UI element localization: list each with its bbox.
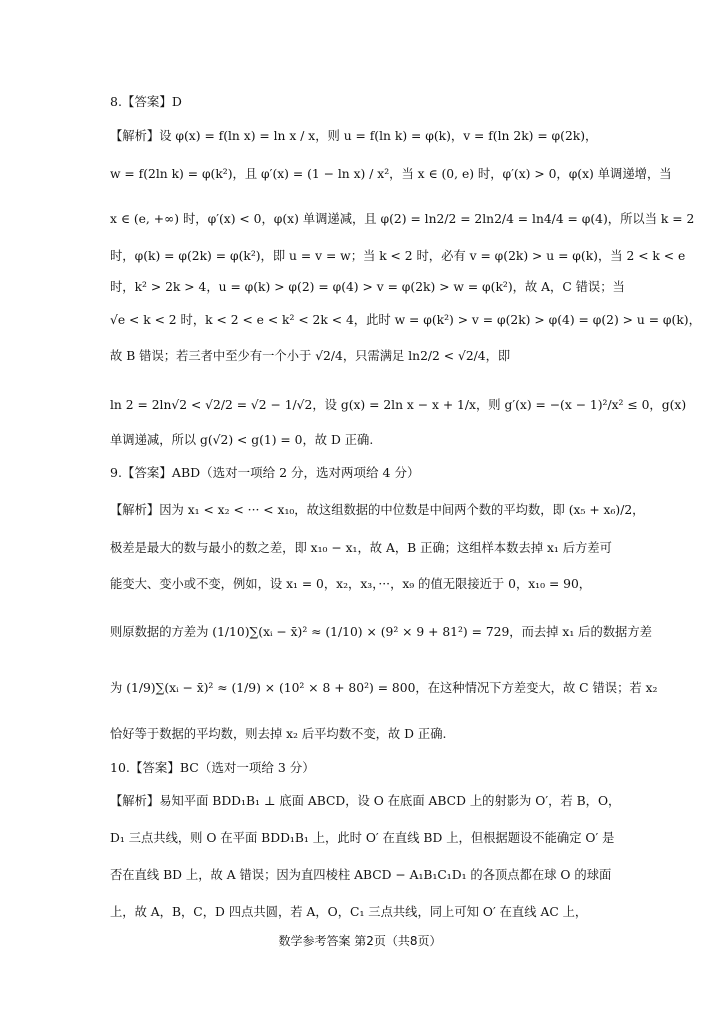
q8-line-7: 故 B 错误；若三者中至少有一个小于 √2/4，只需满足 ln2/2 < √2/4，即 (110, 349, 511, 363)
q10-line-4: 上，故 A，B，C，D 四点共圆，若 A，O，C₁ 三点共线，同上可知 O′ 在直线 AC 上， (110, 905, 588, 919)
q8-line-1: 【解析】设 φ(x) = f(ln x) = ln x / x，则 u = f(ln k) = φ(k)，v = f(ln 2k) = φ(2k)， (110, 129, 598, 143)
q8-line-4: 时，φ(k) = φ(2k) = φ(k²)，即 u = v = w；当 k < 2 时，必有 v = φ(2k) > u = φ(k)，当 2 < k < e (110, 249, 686, 263)
q8-line-9: 单调递减，所以 g(√2) < g(1) = 0，故 D 正确. (110, 433, 374, 447)
q9-line-4: 则原数据的方差为 (1/10)∑(xᵢ − x̄)² ≈ (1/10) × (9² × 9 + 81²) = 729，而去掉 x₁ 后的数据方差 (110, 625, 652, 639)
q8-line-3: x ∈ (e, +∞) 时，φ′(x) < 0，φ(x) 单调递减，且 φ(2) = ln2/2 = 2ln2/4 = ln4/4 = φ(4)，所以当 k = 2 (110, 212, 695, 226)
q10-line-1: 【解析】易知平面 BDD₁B₁ ⊥ 底面 ABCD，设 O 在底面 ABCD 上的射影为 O′，若 B，O， (110, 794, 621, 808)
q8-line-8: ln 2 = 2ln√2 < √2/2 = √2 − 1/√2，设 g(x) = 2ln x − x + 1/x，则 g′(x) = −(x − 1)²/x² ≤ 0，g(x) (110, 398, 687, 412)
q10-line-2: D₁ 三点共线，则 O 在平面 BDD₁B₁ 上，此时 O′ 在直线 BD 上，但根据题设不能确定 O′ 是 (110, 831, 615, 845)
q9-answer: 9.【答案】ABD（选对一项给 2 分，选对两项给 4 分） (110, 465, 420, 480)
q8-line-2: w = f(2ln k) = φ(k²)，且 φ′(x) = (1 − ln x) / x²，当 x ∈ (0, e) 时，φ′(x) > 0，φ(x) 单调递增，当 (110, 167, 672, 181)
q8-line-6: √e < k < 2 时，k < 2 < e < k² < 2k < 4，此时 w = φ(k²) > v = φ(2k) > φ(4) = φ(2) > u = φ(k)， (110, 313, 701, 327)
q8-line-5: 时，k² > 2k > 4，u = φ(k) > φ(2) = φ(4) > v = φ(2k) > w = φ(k²)，故 A，C 错误；当 (110, 280, 625, 294)
q9-line-1: 【解析】因为 x₁ < x₂ < ··· < x₁₀，故这组数据的中位数是中间两个数的平均数，即 (x₅ + x₆)/2， (110, 503, 645, 517)
q8-answer: 8.【答案】D (110, 94, 182, 109)
q9-line-6: 恰好等于数据的平均数，则去掉 x₂ 后平均数不变，故 D 正确. (110, 727, 447, 741)
q9-line-5: 为 (1/9)∑(xᵢ − x̄)² ≈ (1/9) × (10² × 8 + 80²) = 800，在这种情况下方差变大，故 C 错误；若 x₂ (110, 681, 658, 695)
q9-line-2: 极差是最大的数与最小的数之差，即 x₁₀ − x₁，故 A，B 正确；这组样本数去掉 x₁ 后方差可 (110, 541, 612, 555)
page-footer: 数学参考答案 第2页（共8页） (278, 934, 442, 948)
q10-line-3: 否在直线 BD 上，故 A 错误；因为直四棱柱 ABCD − A₁B₁C₁D₁ 的各顶点都在球 O 的球面 (110, 868, 612, 882)
q10-answer: 10.【答案】BC（选对一项给 3 分） (110, 760, 315, 775)
q9-line-3: 能变大、变小或不变，例如，设 x₁ = 0，x₂，x₃，···，x₉ 的值无限接近于 0，x₁₀ = 90， (110, 577, 592, 591)
